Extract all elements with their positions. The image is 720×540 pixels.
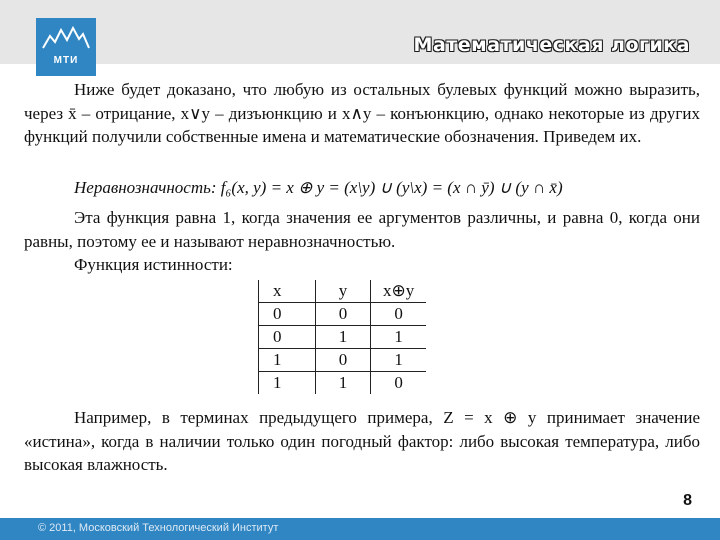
table-cell: 1 [371, 326, 427, 349]
table-row [259, 349, 427, 372]
table-row [259, 303, 427, 326]
table-row [259, 326, 427, 349]
footer-copyright: © 2011, Московский Технологический Институт [38, 522, 279, 534]
paragraph-intro [24, 78, 700, 149]
paragraph-intro-text: Ниже будет доказано, что любую из остальных булевых функций можно выразить, через x̄ – отрицание, x∨y – дизъюнкцию и x∧y – конъюнкцию, однако некоторые из других функций получили собственные имена и математические обозначения. Приведем их. [24, 80, 700, 146]
equation-formula: f₆(x, y) = x ⊕ y = (x\y) ∪ (y\x) = (x ∩ ȳ) ∪ (y ∩ x̄) [220, 178, 563, 197]
paragraph-definition [24, 206, 700, 253]
page-title: Математическая логика [413, 34, 690, 56]
logo-text: МТИ [53, 55, 79, 66]
footer-bar [0, 518, 720, 540]
paragraph-definition-text: Эта функция равна 1, когда значения ее аргументов различны, и равна 0, когда они равны, поэтому ее и называют неравнозначностью. [24, 208, 700, 251]
paragraph-example-text: Например, в терминах предыдущего примера, Z = x ⊕ y принимает значение «истина», когда в наличии только один погодный фактор: либо высокая температура, либо высокая влажность. [24, 408, 700, 474]
table-cell: 0 [371, 303, 427, 326]
equation-line [74, 178, 563, 198]
mountain-logo-icon [41, 24, 91, 52]
table-cell: 1 [259, 349, 316, 372]
table-cell: 0 [259, 326, 316, 349]
page-number: 8 [683, 492, 692, 509]
column-header-y: y [316, 280, 371, 303]
column-header-x: x [259, 280, 316, 303]
column-header-xor: x⊕y [371, 280, 427, 303]
truth-table-header-row [259, 280, 427, 303]
table-cell: 0 [316, 303, 371, 326]
paragraph-example [24, 406, 700, 477]
table-row [259, 372, 427, 395]
truth-table [258, 280, 426, 394]
table-cell: 1 [371, 349, 427, 372]
table-cell: 0 [316, 349, 371, 372]
table-cell: 1 [316, 372, 371, 395]
table-cell: 0 [394, 373, 403, 392]
truth-function-label: Функция истинности: [74, 255, 233, 274]
equation-label: Неравнозначность: [74, 178, 217, 197]
table-cell: 0 [259, 303, 316, 326]
logo [36, 18, 96, 76]
table-cell: 1 [316, 326, 371, 349]
table-cell: 1 [259, 372, 316, 395]
